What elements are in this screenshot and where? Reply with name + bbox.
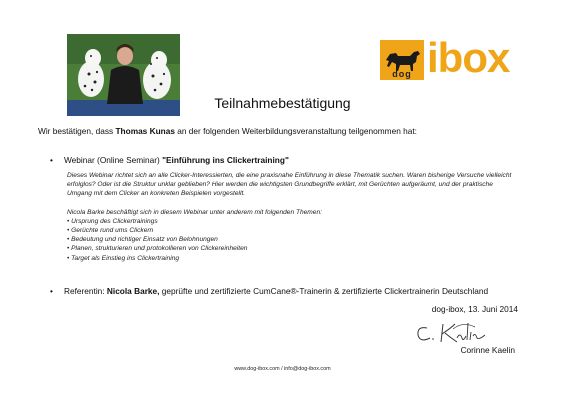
logo-ibox-text: ibox: [427, 34, 510, 81]
theme-item: • Planen, strukturieren und protokollieren von Clickereinheiten: [67, 245, 248, 253]
footer-contact: www.dog-ibox.com / info@dog-ibox.com: [234, 366, 331, 372]
theme-item: • Gerüchte rund ums Clickern: [67, 227, 154, 235]
webinar-bullet: [50, 155, 289, 165]
webinar-prefix: Webinar (Online Seminar): [64, 155, 163, 165]
theme-item: • Ursprung des Clickertrainings: [67, 217, 158, 225]
dog-ibox-logo: [380, 34, 515, 81]
referent-prefix: Referentin:: [64, 286, 107, 296]
logo-dog-emblem: [380, 40, 424, 80]
intro-sentence: [38, 126, 538, 136]
referent-name: Nicola Barke,: [106, 286, 160, 296]
webinar-title: "Einführung ins Clickertraining": [162, 155, 289, 165]
bullet-marker: •: [50, 155, 53, 165]
intro-before: Wir bestätigen, dass: [38, 126, 116, 136]
webinar-description: [67, 171, 517, 263]
participant-name: Thomas Kunas: [115, 126, 175, 136]
document-title: Teilnahmebestätigung: [214, 95, 351, 111]
referent-details: geprüfte und zertifizierte CumCane®-Trainerin & zertifizierte Clickertrainerin Deutschland: [159, 286, 489, 296]
themes-intro: Nicola Barke beschäftigt sich in diesem Webinar unter anderem mit folgenden Themen:: [67, 208, 322, 216]
bullet-marker: •: [50, 286, 53, 296]
logo-dog-text: dog: [392, 69, 412, 79]
theme-item: • Bedeutung und richtiger Einsatz von Belohnungen: [67, 236, 218, 244]
referent-bullet: [50, 286, 550, 296]
description-paragraph: Dieses Webinar richtet sich an alle Clicker-Interessierten, die eine praxisnahe Einführung in diese Thematik suchen. Waren bisherige Versuche vielleicht erfolglos? Oder ist die Struktur unklar geblieben? Hier werden die wichtigsten Grundbegriffe erklärt, mit Gerüchten aufgeräumt, und der praktische Umgang mit dem Clicker an konkreten Beispielen vorgestellt.: [67, 172, 512, 198]
place-and-date: dog-ibox, 13. Juni 2014: [431, 304, 518, 314]
theme-item: • Target als Einstieg ins Clickertraining: [67, 254, 180, 262]
handwritten-signature: [413, 318, 493, 346]
signer-name: Corinne Kaelin: [460, 345, 515, 355]
intro-after: an der folgenden Weiterbildungsveranstaltung teilgenommen hat:: [174, 126, 417, 136]
